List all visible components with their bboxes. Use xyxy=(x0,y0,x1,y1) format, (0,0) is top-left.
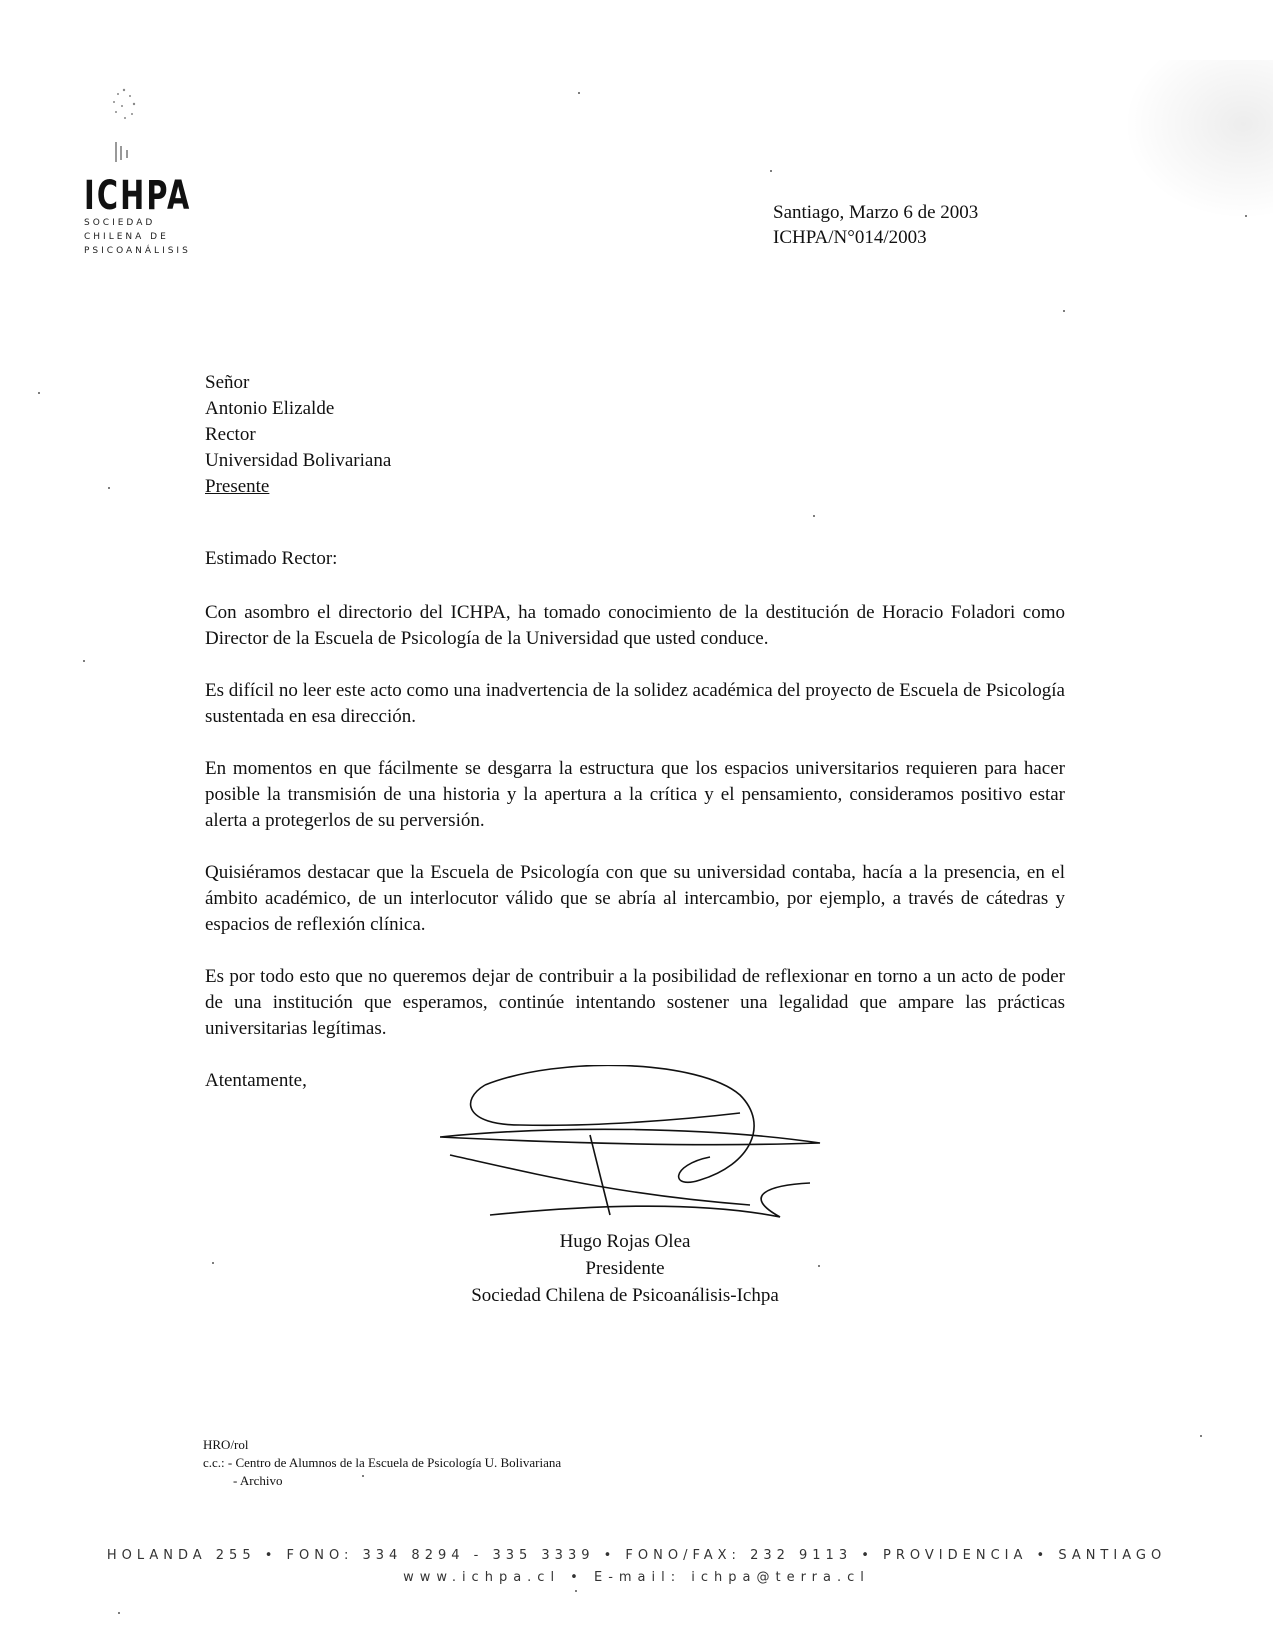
cc-item: - Centro de Alumnos de la Escuela de Psicología U. Bolivariana xyxy=(227,1455,562,1470)
scan-speck xyxy=(813,515,815,517)
logo-subtitle-1: SOCIEDAD xyxy=(84,218,156,228)
scan-speck xyxy=(212,1262,214,1264)
scan-speck xyxy=(818,1265,820,1267)
scan-speck xyxy=(575,1590,577,1592)
paragraph: Quisiéramos destacar que la Escuela de Psicología con que su universidad contaba, hacía a la presencia, en el ámbito académico, de un interlocutor válido que se abría al intercambio, por ejemplo, a través de cátedras y espacios de reflexión clínica. xyxy=(205,862,1065,935)
scan-speck xyxy=(83,660,85,662)
footer-address: HOLANDA 255 • FONO: 334 8294 - 335 3339 • FONO/FAX: 232 9113 • PROVIDENCIA • SANTIAGO xyxy=(106,1548,1167,1563)
logo-wordmark: ICHPA xyxy=(84,173,192,219)
cc-item: - Archivo xyxy=(233,1473,283,1488)
reference-number: ICHPA/N°014/2003 xyxy=(773,227,927,248)
paragraph: Con asombro el directorio del ICHPA, ha tomado conocimiento de la destitución de Horacio Foladori como Director de la Escuela de Psicología de la Universidad que usted conduce. xyxy=(205,602,1065,649)
logo-subtitle-2: CHILENA DE xyxy=(84,232,169,242)
scan-speck xyxy=(118,1612,120,1614)
letter-body xyxy=(205,600,1065,1068)
logo-mark-icon xyxy=(94,80,154,170)
logo-subtitle-3: PSICOANÁLISIS xyxy=(84,246,191,256)
signer-name: Hugo Rojas Olea xyxy=(559,1231,691,1252)
paragraph: Es difícil no leer este acto como una inadvertencia de la solidez académica del proyecto de Escuela de Psicología sustentada en esa dirección. xyxy=(205,680,1065,727)
scan-speck xyxy=(108,487,110,489)
signer-role: Presidente xyxy=(585,1258,665,1279)
signature-icon xyxy=(440,1065,870,1245)
signer-block xyxy=(400,1228,850,1309)
scan-speck xyxy=(578,92,580,94)
recipient-institution: Universidad Bolivariana xyxy=(205,450,392,471)
cc-label: c.c.: xyxy=(203,1455,225,1470)
paragraph: Es por todo esto que no queremos dejar de contribuir a la posibilidad de reflexionar en torno a un acto de poder de una institución que esperamos, continúe intentando sostener una legalidad que ampare las prácticas universitarias legítimas. xyxy=(205,966,1065,1039)
cc-line xyxy=(203,1454,561,1472)
date-line: Santiago, Marzo 6 de 2003 xyxy=(773,202,979,223)
scan-speck xyxy=(362,1475,364,1477)
recipient-honorific: Señor xyxy=(205,372,250,393)
recipient-title: Rector xyxy=(205,424,256,445)
reference-notes xyxy=(203,1436,561,1490)
recipient-presente: Presente xyxy=(205,476,270,497)
footer-web: www.ichpa.cl • E-mail: ichpa@terra.cl xyxy=(403,1570,870,1585)
scan-speck xyxy=(1245,215,1247,217)
initials: HRO/rol xyxy=(203,1437,249,1452)
recipient-block xyxy=(205,370,391,500)
scan-speck xyxy=(770,170,772,172)
scan-speck xyxy=(1200,1435,1202,1437)
scan-speck xyxy=(38,392,40,394)
closing: Atentamente, xyxy=(205,1070,307,1091)
letterhead-logo xyxy=(84,80,194,258)
paragraph: En momentos en que fácilmente se desgarra la estructura que los espacios universitarios requieren para hacer posible la transmisión de una historia y la apertura a la crítica y el pensamiento, consideramos positivo estar alerta a protegerlos de su perversión. xyxy=(205,758,1065,831)
signer-organization: Sociedad Chilena de Psicoanálisis-Ichpa xyxy=(471,1285,779,1306)
salutation: Estimado Rector: xyxy=(205,548,338,569)
scan-shading xyxy=(1123,60,1273,220)
recipient-name: Antonio Elizalde xyxy=(205,398,335,419)
scan-speck xyxy=(1063,310,1065,312)
date-block xyxy=(773,200,978,250)
